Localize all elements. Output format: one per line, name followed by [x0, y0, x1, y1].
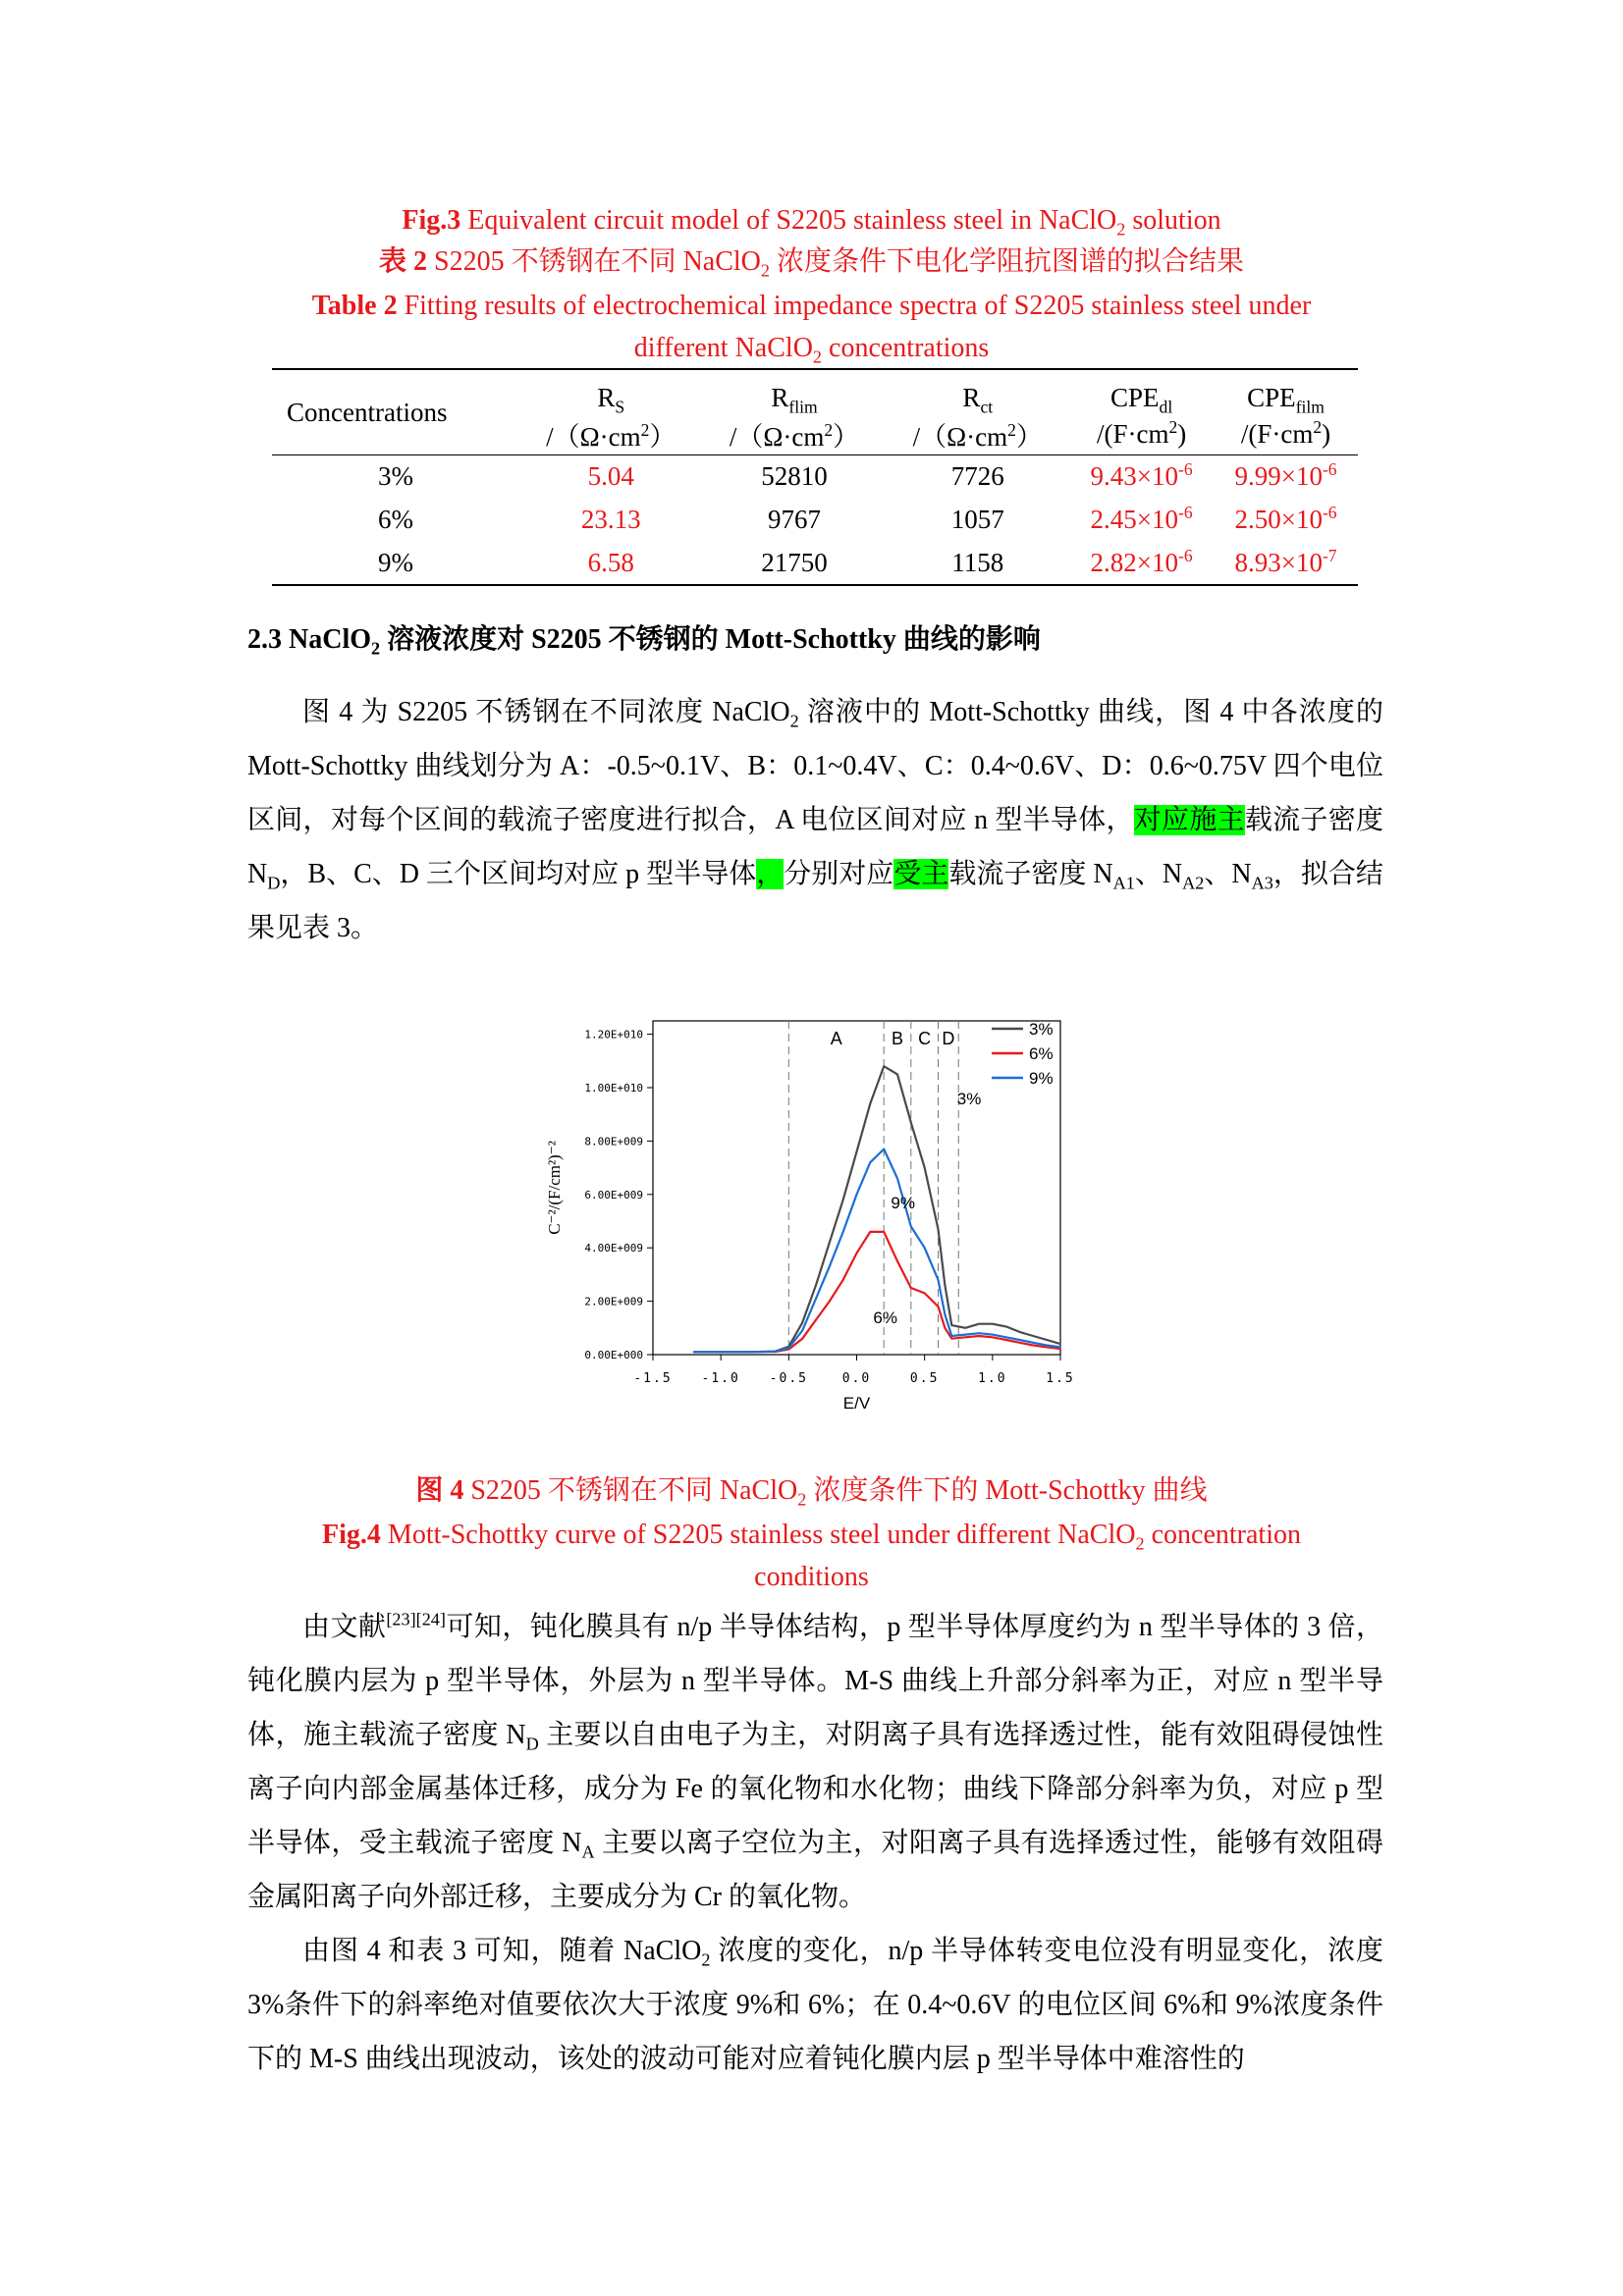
chart-axes	[545, 1021, 1075, 1413]
data-point	[1019, 1339, 1021, 1341]
data-point	[1033, 1342, 1035, 1344]
data-point	[910, 1226, 912, 1228]
y-tick-label: 1.20E+010	[584, 1028, 643, 1041]
data-point	[842, 1279, 844, 1281]
table2-caption-en: Table 2 Fitting results of electrochemical impedance spectra of S2205 stainless steel under	[311, 291, 1312, 321]
data-point	[910, 1287, 912, 1289]
region-label: B	[891, 1029, 904, 1048]
data-point	[1033, 1335, 1035, 1337]
table2-caption-cn: 表 2 S2205 不锈钢在不同 NaClO$_2$ 浓度条件下电化学阻抗图谱的拟合结果	[378, 246, 1245, 281]
annotation-label: 3%	[956, 1089, 982, 1108]
fig4-caption-en-line2: conditions	[754, 1562, 869, 1592]
data-point	[992, 1334, 994, 1336]
data-point	[1033, 1345, 1035, 1347]
header-rflim: $R_{flim}$	[771, 383, 818, 417]
data-point	[870, 1161, 872, 1163]
section-heading: 2.3 NaClO$_2$ 溶液浓度对 S2205 不锈钢的 Mott-Schottky 曲线的影响	[247, 624, 1041, 659]
data-point	[924, 1247, 926, 1249]
data-point	[1046, 1345, 1048, 1347]
fig3-label: Fig.3	[402, 205, 461, 236]
data-point	[1019, 1342, 1021, 1344]
fig3-caption: Fig.3 Equivalent circuit model of S2205 stainless steel in NaClO$_2$ solution	[402, 205, 1221, 240]
data-point	[801, 1338, 803, 1340]
data-point	[856, 1253, 858, 1255]
data-point	[883, 1231, 885, 1233]
mott-schottky-chart	[530, 1001, 1080, 1433]
legend-entry: 3%	[1029, 1020, 1054, 1039]
data-point	[938, 1306, 940, 1308]
header-cpefilm: $CPE_{film}$	[1247, 383, 1325, 417]
y-tick-label: 8.00E+009	[584, 1135, 643, 1148]
data-point	[910, 1122, 912, 1124]
plot-frame	[653, 1021, 1060, 1355]
x-tick-label: 1.0	[978, 1371, 1007, 1386]
data-point	[978, 1323, 980, 1325]
header-rs: $R_S$	[597, 383, 625, 417]
data-point	[870, 1231, 872, 1233]
x-tick-label: -0.5	[769, 1371, 808, 1386]
table-row: 3% 5.04 52810 7726 $9.43\times 10^{-6}$ $9.99\times 10^{-6}$	[272, 455, 1358, 499]
data-point	[842, 1231, 844, 1233]
data-point	[1059, 1347, 1061, 1349]
x-tick-label: 0.5	[909, 1371, 940, 1386]
unit-cpefilm: $/(F\cdot cm^2)$	[1240, 416, 1331, 449]
y-tick-label: 1.00E+010	[584, 1082, 643, 1095]
data-point	[1059, 1348, 1061, 1350]
data-point	[842, 1199, 844, 1201]
data-point	[829, 1265, 831, 1267]
data-point	[896, 1178, 898, 1180]
header-cpedl: $CPE_{dl}$	[1110, 383, 1173, 417]
data-point	[1046, 1339, 1048, 1341]
unit-cpedl: $/(F\cdot cm^2)$	[1096, 416, 1187, 449]
highlight: ，	[756, 859, 784, 889]
header-rct: $R_{ct}$	[962, 383, 994, 417]
highlight: 受主	[893, 859, 949, 889]
data-point	[856, 1150, 858, 1152]
region-label: D	[942, 1029, 955, 1048]
fig4-caption-en: Fig.4 Mott-Schottky curve of S2205 stainless steel under different NaClO$_2$ concentration	[322, 1520, 1301, 1554]
highlight: 对应施主	[1133, 805, 1245, 835]
data-point	[951, 1335, 953, 1337]
data-point	[1005, 1337, 1007, 1339]
unit-rflim: $/(\Omega\cdot cm^2)$	[729, 419, 860, 452]
data-point	[951, 1338, 953, 1340]
data-point	[978, 1335, 980, 1337]
paragraph-3: 由图 4 和表 3 可知，随着 NaClO$_2$ 浓度的变化，n/p 半导体转变电位没有明显变化，浓度 3%条件下的斜率绝对值要依次大于浓度 9%和 6%；在 0.4~0.6V 的电位区间 6%和 9%浓度条件下的 M-S 曲线出现波动，该处的波动可能对应着钝化膜内层 p 型半导体中难溶性的	[247, 1936, 1383, 2074]
x-tick-label: 1.5	[1046, 1371, 1075, 1386]
paragraph-2: 由文献[23][24]可知，钝化膜具有 n/p 半导体结构，p 型半导体厚度约为 n 型半导体的 3 倍，钝化膜内层为 p 型半导体，外层为 n 型半导体。M-S 曲线上升部分斜率为正，对应 n 型半导体，施主载流子密度 $N_D$ 主要以自由电子为主，对阴离子具有选择透过性，能有效阻碍侵蚀性离子向内部金属基体迁移，成分为 Fe 的氧化物和水化物；曲线下降部分斜率为负，对应 p 型半导体，受主载流子密度 $N_A$ 主要以离子空位为主，对阳离子具有选择透过性，能够有效阻碍金属阳离子向外部迁移，主要成分为 Cr 的氧化物。	[247, 1609, 1383, 1912]
x-tick-label: 0.0	[841, 1371, 872, 1386]
fig4-caption-cn: 图 4 S2205 不锈钢在不同 NaClO$_2$ 浓度条件下的 Mott-Schottky 曲线	[415, 1475, 1208, 1510]
data-point	[856, 1194, 858, 1196]
data-point	[945, 1284, 947, 1286]
data-point	[829, 1242, 831, 1244]
data-point	[883, 1065, 885, 1067]
chart-legend	[992, 1020, 1054, 1088]
data-point	[924, 1167, 926, 1169]
legend-entry: 6%	[1029, 1044, 1054, 1063]
data-point	[1005, 1326, 1007, 1328]
y-tick-label: 2.00E+009	[584, 1295, 643, 1308]
data-point	[801, 1330, 803, 1332]
legend-entry: 9%	[1029, 1069, 1054, 1088]
region-label: C	[918, 1029, 932, 1048]
data-point	[992, 1323, 994, 1325]
data-point	[815, 1284, 817, 1286]
data-point	[1059, 1343, 1061, 1345]
x-axis-label: E/V	[842, 1394, 871, 1413]
data-point	[1005, 1339, 1007, 1341]
data-point	[964, 1334, 966, 1336]
data-point	[883, 1148, 885, 1150]
series-line-6pct	[694, 1232, 1061, 1352]
data-point	[992, 1337, 994, 1339]
table-row: 9% 6.58 21750 1158 $2.82\times 10^{-6}$ $8.93\times 10^{-7}$	[272, 542, 1358, 585]
unit-rct: $/(\Omega\cdot cm^2)$	[912, 419, 1043, 452]
annotation-label: 6%	[873, 1308, 897, 1327]
data-point	[924, 1293, 926, 1295]
data-point	[693, 1351, 695, 1353]
y-tick-label: 6.00E+009	[584, 1188, 643, 1201]
x-tick-label: -1.0	[701, 1371, 740, 1386]
paragraph-1: 图 4 为 S2205 不锈钢在不同浓度 NaClO$_2$ 溶液中的 Mott-Schottky 曲线，图 4 中各浓度的 Mott-Schottky 曲线划分为 A：-0.5~0.1V、B：0.1~0.4V、C：0.4~0.6V、D：0.6~0.75V 四个电位区间，对每个区间的载流子密度进行拟合，A 电位区间对应 n 型半导体，对应施主载流子密度 $N_D$，B、C、D 三个区间均对应 p 型半导体，分别对应受主载流子密度 $N_{A1}$、$N_{A2}$、$N_{A3}$，拟合结果见表 3。	[247, 697, 1384, 943]
header-concentrations: Concentrations	[287, 397, 448, 427]
data-point	[938, 1228, 940, 1230]
data-point	[747, 1351, 749, 1353]
y-axis-label: C⁻²/(F/cm²)⁻²	[545, 1141, 564, 1235]
data-point	[945, 1327, 947, 1329]
data-point	[815, 1319, 817, 1321]
y-tick-label: 4.00E+009	[584, 1242, 643, 1255]
annotation-label: 9%	[891, 1193, 915, 1212]
data-point	[938, 1279, 940, 1281]
data-point	[964, 1327, 966, 1329]
fitting-results-table	[272, 368, 1358, 586]
data-point	[978, 1332, 980, 1334]
data-point	[1019, 1331, 1021, 1333]
table2-caption-en-line2: different NaClO$_2$ concentrations	[633, 333, 990, 367]
data-point	[964, 1337, 966, 1339]
data-point	[788, 1347, 790, 1349]
table-row: 6% 23.13 9767 1057 $2.45\times 10^{-6}$ $2.50\times 10^{-6}$	[377, 503, 1337, 534]
data-point	[815, 1298, 817, 1300]
data-point	[829, 1301, 831, 1303]
data-point	[1046, 1347, 1048, 1349]
data-point	[775, 1351, 777, 1353]
data-point	[896, 1074, 898, 1076]
data-point	[870, 1103, 872, 1105]
data-point	[896, 1260, 898, 1262]
x-tick-label: -1.5	[633, 1371, 673, 1386]
data-point	[801, 1322, 803, 1324]
data-point	[951, 1324, 953, 1326]
data-point	[945, 1313, 947, 1315]
y-tick-label: 0.00E+000	[584, 1349, 643, 1362]
unit-rs: $/(\Omega\cdot cm^2)$	[546, 419, 676, 452]
region-label: A	[830, 1029, 842, 1048]
fig3-text: Equivalent circuit model of S2205 stainless steel in NaClO	[460, 205, 1117, 236]
